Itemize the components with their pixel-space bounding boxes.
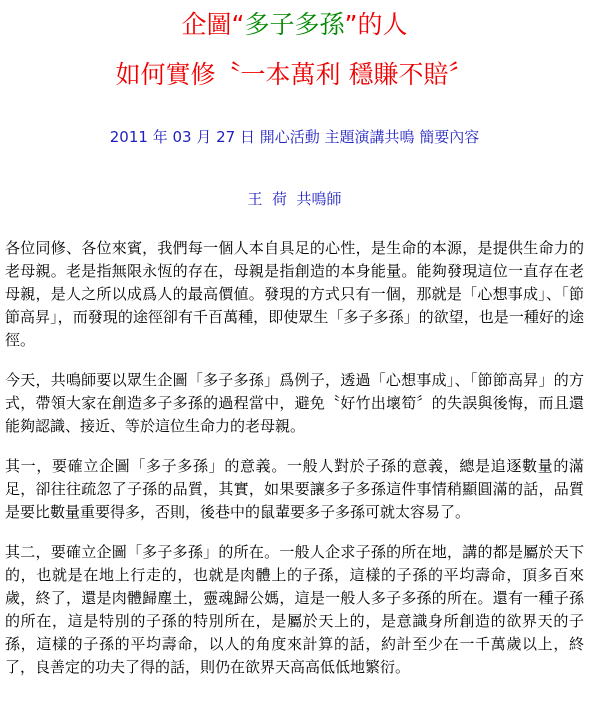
title-suffix: ”的人 (344, 10, 408, 39)
page-title-line2: 如何實修〝一本萬利 穩賺不賠〞 (115, 60, 474, 89)
title-highlight: 多子多孫 (244, 10, 345, 39)
author-name: 王 荷 共鳴師 (247, 190, 342, 208)
paragraph-4: 其二，要確立企圖「多子多孫」的所在。一般人企求子孫的所在地，講的都是屬於天下的，也就是在地上行走的，也就是肉體上的子孫，這樣的子孫的平均壽命，頂多百來歲，終了，還是肉體歸塵土，靈魂歸公媽，這是一般人多子多孫的所在。還有一種子孫的所在，這是特別的子孫的特別所在，是屬於天上的，是意識身所創造的欲界天的子孫，這樣的子孫的平均壽命，以人的角度來計算的話，約計至少在一千萬歲以上，終了，良善定的功夫了得的話，則仍在欲界天高高低低地繁衍。 (5, 543, 584, 676)
title-prefix: 企圖“ (181, 10, 245, 39)
paragraph-2: 今天，共鳴師要以眾生企圖「多子多孫」爲例子，透過「心想事成」、「節節高昇」的方式，帶領大家在創造多子多孫的過程當中，避免〝好竹出壞筍〞的失誤與後悔，而且還能夠認識、接近、等於這位生命力的老母親。 (5, 371, 584, 435)
paragraph-1: 各位同修、各位來賓，我們每一個人本自具足的心性，是生命的本源，是提供生命力的老母親。老是指無限永恆的存在，母親是指創造的本身能量。能夠發現這位一直存在老母親，是人之所以成爲人的最高價値。發現的方式只有一個，那就是「心想事成」、「節節高昇」，而發現的途徑卻有千百萬種，即使眾生「多子多孫」的欲望，也是一種好的途徑。 (5, 239, 584, 349)
paragraph-3: 其一，要確立企圖「多子多孫」的意義。一般人對於子孫的意義，總是追逐數量的滿足，卻往往疏忽了子孫的品質，其實，如果要讓多子多孫這件事情稍顯圓滿的話，品質是要比數量重要得多，否則，後巷中的鼠輩要多子多孫可就太容易了。 (5, 457, 584, 521)
page-title (0, 8, 589, 42)
event-subtitle: 2011 年 03 月 27 日 開心活動 主題演講共鳴 簡要內容 (109, 128, 480, 146)
article-body (5, 237, 584, 696)
